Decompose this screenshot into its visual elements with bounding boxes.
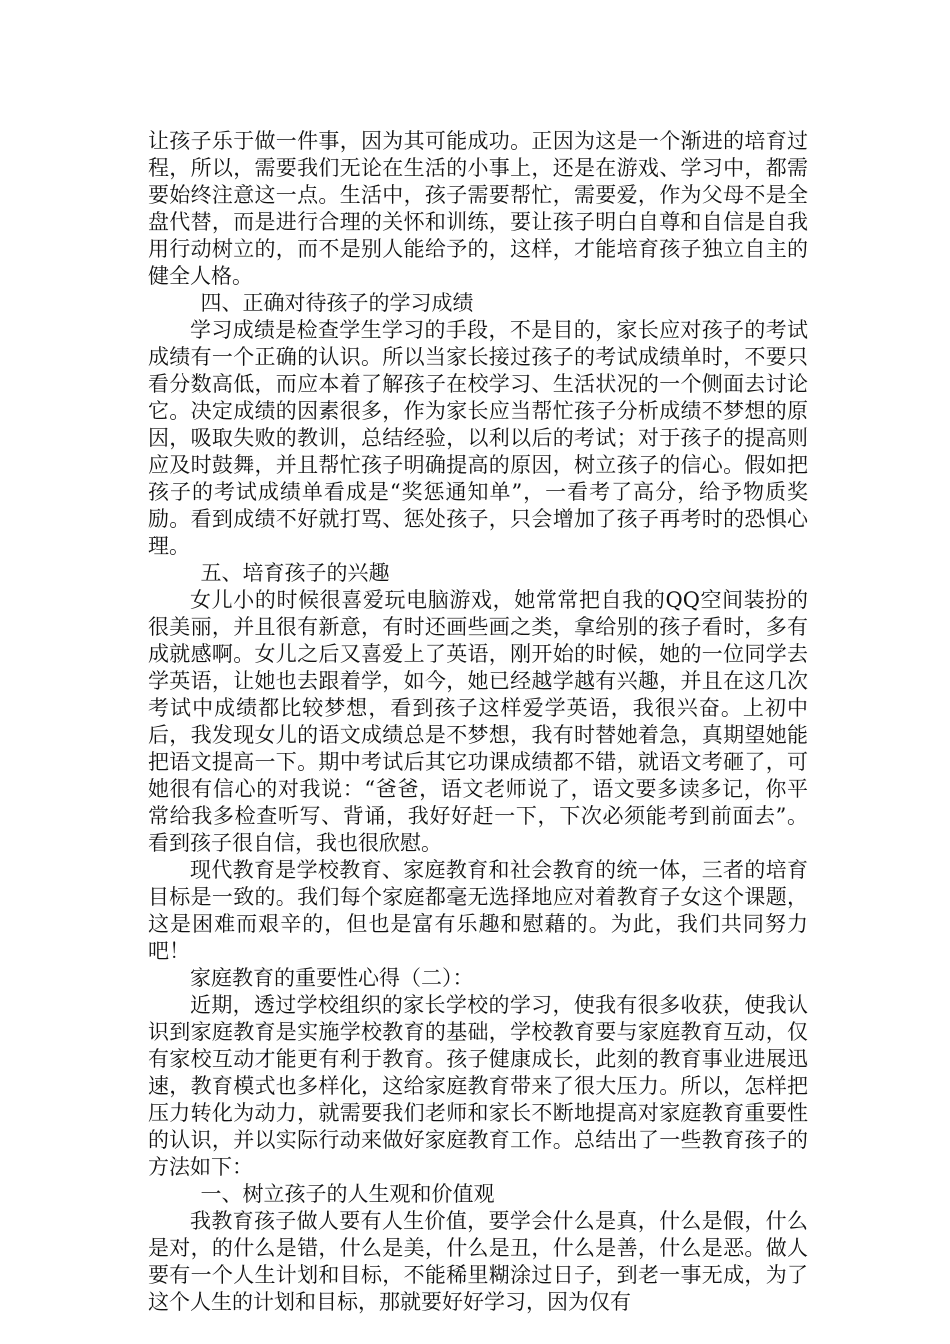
- document-body: [148, 128, 808, 1316]
- section-heading-5: 五、培育孩子的兴趣: [200, 561, 390, 585]
- paragraph-study-results: 学习成绩是检查学生学习的手段，不是目的，家长应对孩子的考试成绩有一个正确的认识。所以当家长接过孩子的考试成绩单时，不要只看分数高低，而应本着了解孩子在校学习、生活状况的一个侧面去讨论它。决定成绩的因素很多，作为家长应当帮忙孩子分析成绩不梦想的原因，吸取失败的教训，总结经验，以利以后的考试；对于孩子的提高则应及时鼓舞，并且帮忙孩子明确提高的原因，树立孩子的信心。假如把孩子的考试成绩单看成是“奖惩通知单”，一看考了高分，给予物质奖励。看到成绩不好就打骂、惩处孩子，只会增加了孩子再考时的恐惧心理。: [148, 318, 808, 558]
- essay-title-part-2: 家庭教育的重要性心得（二）：: [190, 966, 474, 990]
- paragraph-modern-education: 现代教育是学校教育、家庭教育和社会教育的统一体，三者的培育目标是一致的。我们每个家庭都毫无选择地应对着教育子女这个课题，这是困难而艰辛的，但也是富有乐趣和慰藉的。为此，我们共同努力吧！: [148, 858, 808, 963]
- paragraph-intro-part-2: 近期，透过学校组织的家长学校的学习，使我有很多收获，使我认识到家庭教育是实施学校教育的基础，学校教育要与家庭教育互动，仅有家校互动才能更有利于教育。孩子健康成长，此刻的教育事业进展迅速，教育模式也多样化，这给家庭教育带来了很大压力。所以，怎样把压力转化为动力，就需要我们老师和家长不断地提高对家庭教育重要性的认识，并以实际行动来做好家庭教育工作。总结出了一些教育孩子的方法如下：: [148, 993, 808, 1179]
- paragraph-continuation: 让孩子乐于做一件事，因为其可能成功。正因为这是一个渐进的培育过程，所以，需要我们无论在生活的小事上，还是在游戏、学习中，都需要始终注意这一点。生活中，孩子需要帮忙，需要爱，作为父母不是全盘代替，而是进行合理的关怀和训练，要让孩子明白自尊和自信是自我用行动树立的，而不是别人能给予的，这样，才能培育孩子独立自主的健全人格。: [148, 129, 808, 288]
- paragraph-life-values: 我教育孩子做人要有人生价值，要学会什么是真，什么是假，什么是对，的什么是错，什么是美，什么是丑，什么是善，什么是恶。做人要有一个人生计划和目标，不能稀里糊涂过日子，到老一事无成，为了这个人生的计划和目标，那就要好好学习，因为仅有: [148, 1209, 808, 1314]
- paragraph-interests: 女儿小的时候很喜爱玩电脑游戏，她常常把自我的QQ空间装扮的很美丽，并且很有新意，有时还画些画之类，拿给别的孩子看时，多有成就感啊。女儿之后又喜爱上了英语，刚开始的时候，她的一位同学去学英语，让她也去跟着学，如今，她已经越学越有兴趣，并且在这几次考试中成绩都比较梦想，看到孩子这样爱学英语，我很兴奋。上初中后，我发现女儿的语文成绩总是不梦想，我有时替她着急，真期望她能把语文提高一下。期中考试后其它功课成绩都不错，就语文考砸了，可她很有信心的对我说：“爸爸，语文老师说了，语文要多读多记，你平常给我多检查听写、背诵，我好好赶一下，下次必须能考到前面去”。看到孩子很自信，我也很欣慰。: [148, 588, 808, 855]
- section-heading-4: 四、正确对待孩子的学习成绩: [200, 291, 474, 315]
- section-heading-1: 一、树立孩子的人生观和价值观: [200, 1182, 495, 1206]
